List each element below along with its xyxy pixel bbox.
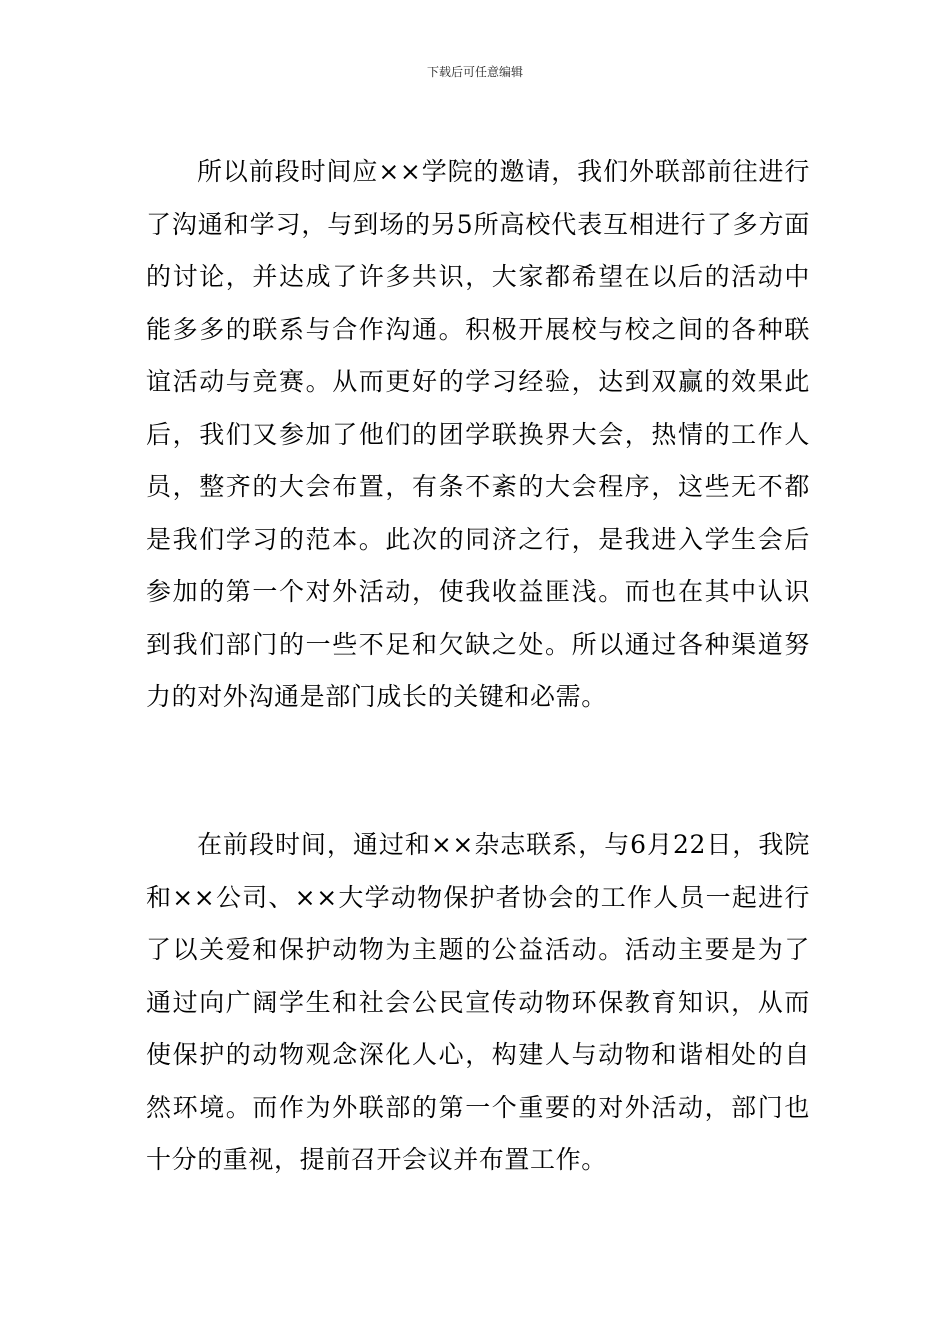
header-note: 下载后可任意编辑: [426, 65, 523, 79]
paragraph-text: 在前段时间，通过和××杂志联系，与6月22日，我院和××公司、××大学动物保护者协会的工作人员一起进行了以关爱和保护动物为主题的公益活动。活动主要是为了通过向广阔学生和社会公民宣传动物环保教育知识，从而使保护的动物观念深化人心，构建人与动物和谐相处的自然环境。而作为外联部的第一个重要的对外活动，部门也十分的重视，提前召开会议并布置工作。: [146, 830, 810, 1174]
paragraph-text: 所以前段时间应××学院的邀请，我们外联部前往进行了沟通和学习，与到场的另5所高校代表互相进行了多方面的讨论，并达成了许多共识，大家都希望在以后的活动中能多多的联系与合作沟通。积极开展校与校之间的各种联谊活动与竞赛。从而更好的学习经验，达到双赢的效果此后，我们又参加了他们的团学联换界大会，热情的工作人员，整齐的大会布置，有条不紊的大会程序，这些无不都是我们学习的范本。此次的同济之行，是我进入学生会后参加的第一个对外活动，使我收益匪浅。而也在其中认识到我们部门的一些不足和欠缺之处。所以通过各种渠道努力的对外沟通是部门成长的关键和必需。: [146, 157, 810, 711]
paragraph-2: [146, 819, 810, 1187]
paragraph-1: [146, 146, 810, 724]
